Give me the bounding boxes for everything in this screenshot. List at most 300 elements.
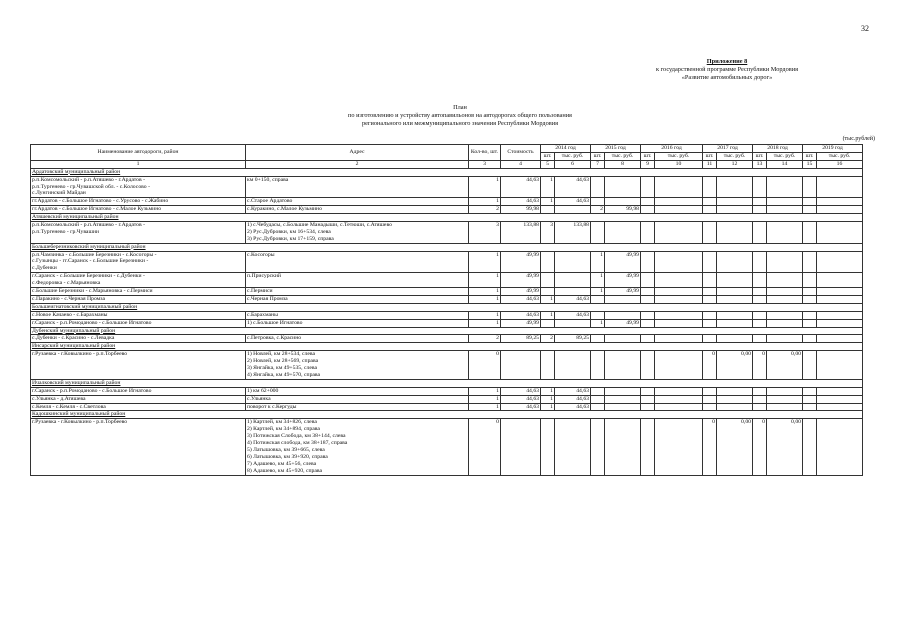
col-subheader-pcs: шт. [641,152,655,160]
road-name [31,273,246,288]
road-name [31,351,246,380]
region-row [31,168,863,176]
year-pcs-cell [753,206,767,214]
count-cell: 3 [469,222,501,244]
year-sum-cell [555,273,591,288]
address [246,395,469,403]
year-pcs-cell [753,311,767,319]
road-name-line: с.Паракино - с.Черная Промза [32,295,106,302]
road-name-line: р.п.Комсомольский - р.п.Атяшево - г.Ардатов - [32,222,145,229]
count-cell: 1 [469,198,501,206]
col-subheader-sum: тыс. руб. [817,152,863,160]
region-name: Дубенский муниципальный район [31,327,863,335]
year-sum-cell [717,311,753,319]
cost-cell: 44,63 [501,311,541,319]
year-pcs-cell [591,295,605,303]
appendix-caption [597,58,857,82]
address-line: 4) Янгайка, км 49+570, справа [247,371,321,378]
road-name-line: г.Саранск - с.Большие Березники - с.Дубенки - [32,273,145,280]
address-line: поворот к с.Кергуды [247,403,297,410]
year-sum-cell [767,176,803,198]
year-pcs-cell: 1 [541,295,555,303]
count-cell: 1 [469,403,501,411]
cost-cell: 49,99 [501,319,541,327]
col-header-year: 2015 год [591,145,641,153]
table-row [31,395,863,403]
road-name-line: с.Большие Березники - с.Марьяновка - с.Пермиси [32,288,153,295]
year-sum-cell [767,206,803,214]
year-pcs-cell: 1 [591,273,605,288]
year-pcs-cell [803,198,817,206]
year-sum-cell [717,198,753,206]
year-pcs-cell [703,288,717,296]
year-sum-cell [767,273,803,288]
year-pcs-cell: 1 [541,403,555,411]
year-pcs-cell [753,295,767,303]
year-pcs-cell [641,273,655,288]
year-sum-cell [555,419,591,475]
year-pcs-cell: 3 [541,222,555,244]
road-name [31,395,246,403]
year-sum-cell: 0,00 [717,351,753,380]
year-sum-cell [655,335,703,343]
table-row [31,251,863,273]
year-pcs-cell: 1 [591,319,605,327]
plan-table-body [31,168,863,475]
year-pcs-cell [803,222,817,244]
road-name-line: гг.Ардатов - с.Большое Игнатово - с.Малое Кузьмино [32,206,162,213]
road-name-line: с.Гузынцы - гг.Саранск - с.Большие Березники - [32,258,149,265]
year-sum-cell [817,419,863,475]
year-pcs-cell [641,419,655,475]
address [246,403,469,411]
year-pcs-cell [641,319,655,327]
region-name: Большеигнатовский муниципальный район [31,303,863,311]
year-sum-cell [655,395,703,403]
count-cell: 1 [469,387,501,395]
year-pcs-cell [753,395,767,403]
cost-cell: 89,25 [501,335,541,343]
cost-cell: 44,63 [501,198,541,206]
table-row [31,403,863,411]
address-line: 1) Картлей, км 34+826, слева [247,419,317,426]
column-number: 13 [753,160,767,168]
year-pcs-cell [803,251,817,273]
year-pcs-cell [591,395,605,403]
address [246,273,469,288]
region-row [31,411,863,419]
address-line: с.Петровка, с.Красино [247,335,302,342]
year-sum-cell [817,176,863,198]
year-pcs-cell: 0 [753,351,767,380]
year-pcs-cell [753,288,767,296]
address [246,387,469,395]
address [246,206,469,214]
year-sum-cell [655,387,703,395]
address [246,222,469,244]
road-name-line: г.Рузаевка - г.Ковылкино - р.п.Торбеево [32,351,128,358]
col-subheader-sum: тыс. руб. [555,152,591,160]
table-row [31,335,863,343]
road-name-line: с.Лунгинский Майдан [32,190,86,197]
heading-line: регионального или межмуниципального значения Республики Мордовия [361,120,559,127]
year-pcs-cell [641,198,655,206]
count-cell: 1 [469,311,501,319]
year-pcs-cell [753,387,767,395]
table-row [31,198,863,206]
road-name-line: с.Кемля - с.Кемля - с.Светлова [32,403,106,410]
year-sum-cell [655,311,703,319]
address-line: 5) Латышовка, км 39+665, слева [247,446,325,453]
road-name [31,222,246,244]
cost-cell: 44,63 [501,176,541,198]
year-pcs-cell [803,403,817,411]
year-sum-cell [717,206,753,214]
page-number: 32 [861,24,869,33]
road-name [31,311,246,319]
year-pcs-cell [641,395,655,403]
year-pcs-cell [703,198,717,206]
road-name-line: г.Саранск - р.п.Ромоданово - с.Большое Игнатово [32,319,152,326]
year-sum-cell: 49,99 [605,273,641,288]
year-pcs-cell [641,222,655,244]
col-header-year: 2017 год [703,145,753,153]
cost-cell: 49,99 [501,251,541,273]
year-sum-cell [767,198,803,206]
year-pcs-cell: 1 [591,251,605,273]
year-pcs-cell [591,419,605,475]
year-sum-cell: 44,63 [555,387,591,395]
address-line: с.Черная Промза [247,295,288,302]
table-row [31,311,863,319]
year-sum-cell [767,335,803,343]
year-sum-cell [655,198,703,206]
road-name [31,295,246,303]
col-subheader-sum: тыс. руб. [605,152,641,160]
year-pcs-cell [703,222,717,244]
col-subheader-pcs: шт. [753,152,767,160]
col-header-count: Кол-во, шт. [469,145,501,161]
year-pcs-cell: 2 [591,206,605,214]
road-name [31,387,246,395]
cost-cell: 44,63 [501,387,541,395]
year-pcs-cell [641,403,655,411]
year-pcs-cell [541,351,555,380]
year-pcs-cell [703,206,717,214]
table-row [31,206,863,214]
year-sum-cell: 44,63 [555,295,591,303]
year-pcs-cell [803,387,817,395]
year-sum-cell [655,222,703,244]
cost-cell: 99,98 [501,206,541,214]
year-sum-cell [817,206,863,214]
year-pcs-cell: 2 [541,335,555,343]
year-sum-cell [717,251,753,273]
year-pcs-cell [591,403,605,411]
table-row [31,222,863,244]
year-pcs-cell: 1 [591,288,605,296]
year-pcs-cell [753,403,767,411]
year-pcs-cell [803,335,817,343]
column-number: 3 [469,160,501,168]
region-name: Инсарский муниципальный район [31,343,863,351]
year-pcs-cell [591,311,605,319]
road-name [31,251,246,273]
address-line: с.Ульянка [247,395,271,402]
address-line: 1) Новлей, км 28+534, слева [247,351,316,358]
year-pcs-cell: 1 [541,311,555,319]
cost-cell: 44,63 [501,403,541,411]
col-header-cost: Стоимость [501,145,541,161]
year-sum-cell: 44,63 [555,403,591,411]
address [246,351,469,380]
column-number: 1 [31,160,246,168]
year-sum-cell: 49,99 [605,319,641,327]
year-pcs-cell [703,335,717,343]
cost-cell: 49,99 [501,288,541,296]
road-name-line: р.п.Чамзинка - с.Большие Березники - с.Косогоры - [32,251,157,258]
year-pcs-cell [641,288,655,296]
col-header-road: Наименование автодороги, район [31,145,246,161]
road-name [31,176,246,198]
address-line: с.Пермиси [247,288,273,295]
year-sum-cell [605,351,641,380]
year-sum-cell [817,311,863,319]
address [246,288,469,296]
heading-line: по изготовлению и устройству автопавильонов на автодорогах общего пользования [348,112,572,119]
year-sum-cell: 133,88 [555,222,591,244]
column-number: 16 [817,160,863,168]
year-pcs-cell [703,403,717,411]
appendix-line: к государственной программе Республики Мордовия [655,66,799,73]
count-cell: 1 [469,176,501,198]
address-line: 7) Адашево, км 45+56, слева [247,460,317,467]
year-sum-cell [555,206,591,214]
region-name: Кадошкинский муниципальный район [31,411,863,419]
count-cell: 0 [469,351,501,380]
year-sum-cell [605,395,641,403]
year-pcs-cell [753,198,767,206]
cost-cell: 49,99 [501,273,541,288]
year-pcs-cell: 0 [703,351,717,380]
road-name [31,206,246,214]
year-sum-cell [767,288,803,296]
year-pcs-cell [541,319,555,327]
year-pcs-cell [753,222,767,244]
year-sum-cell [655,403,703,411]
year-pcs-cell [803,176,817,198]
plan-table [30,144,863,476]
col-subheader-pcs: шт. [803,152,817,160]
address-line: 4) Потижская слобода, км 38+187, справа [247,440,348,447]
col-subheader-sum: тыс. руб. [655,152,703,160]
year-sum-cell [605,311,641,319]
year-sum-cell [655,419,703,475]
year-pcs-cell [641,387,655,395]
year-sum-cell [717,395,753,403]
year-pcs-cell [803,395,817,403]
year-pcs-cell [753,335,767,343]
year-sum-cell [817,335,863,343]
year-pcs-cell [803,206,817,214]
col-header-year: 2019 год [803,145,863,153]
year-pcs-cell [753,251,767,273]
year-sum-cell [655,351,703,380]
year-pcs-cell [641,206,655,214]
year-pcs-cell [541,273,555,288]
column-number: 5 [541,160,555,168]
address [246,251,469,273]
heading-title: План [453,104,467,111]
address-line: км 0+150, справа [247,176,289,183]
count-cell: 1 [469,273,501,288]
year-sum-cell [817,198,863,206]
count-cell: 1 [469,251,501,273]
region-row [31,214,863,222]
year-pcs-cell [641,311,655,319]
region-row [31,327,863,335]
table-row [31,419,863,475]
road-name [31,335,246,343]
appendix-line: «Развитие автомобильных дорог» [681,74,773,81]
year-sum-cell [605,295,641,303]
count-cell: 0 [469,419,501,475]
address-line: с.Барахманы [247,311,278,318]
year-sum-cell [555,251,591,273]
year-sum-cell [605,176,641,198]
address-line: 2) Новлей, км 28+569, справа [247,358,319,365]
road-name [31,403,246,411]
year-pcs-cell: 0 [753,419,767,475]
year-sum-cell [817,295,863,303]
year-sum-cell [655,288,703,296]
count-cell: 2 [469,206,501,214]
year-sum-cell [767,311,803,319]
year-pcs-cell [803,319,817,327]
year-sum-cell [817,288,863,296]
address-line: 1) с.Большое Игнатово [247,319,303,326]
road-name-line: г.Рузаевка - г.Ковылкино - р.п.Торбеево [32,419,128,426]
year-pcs-cell [703,295,717,303]
year-sum-cell: 44,63 [555,176,591,198]
region-name: Атяшевский муниципальный район [31,214,863,222]
address-line: 6) Латышовка, км 39+920, справа [247,453,328,460]
year-sum-cell: 44,63 [555,395,591,403]
col-subheader-sum: тыс. руб. [767,152,803,160]
region-row [31,303,863,311]
year-pcs-cell [591,387,605,395]
column-number: 4 [501,160,541,168]
year-pcs-cell [703,387,717,395]
address-line: с.Куракино, с.Малое Кузьмино [247,206,322,213]
year-pcs-cell [541,206,555,214]
year-sum-cell [817,387,863,395]
year-pcs-cell [591,222,605,244]
address-line: 2) Картлей, км 34+894, справа [247,426,320,433]
year-pcs-cell [753,176,767,198]
road-name-line: с.Федоровка - с.Марьяновка [32,280,101,287]
table-row [31,273,863,288]
road-name-line: с.Дубенки [32,265,57,272]
cost-cell [501,419,541,475]
address [246,176,469,198]
year-sum-cell [817,351,863,380]
address-line: 3) Рус.Дубровки, км 17+159, справа [247,235,334,242]
document-heading [250,104,670,128]
year-pcs-cell [641,176,655,198]
year-sum-cell [655,251,703,273]
year-pcs-cell [803,273,817,288]
year-sum-cell [717,273,753,288]
column-number: 10 [655,160,703,168]
col-subheader-pcs: шт. [703,152,717,160]
appendix-title: Приложение 8 [706,58,748,65]
road-name [31,288,246,296]
cost-cell: 44,63 [501,395,541,403]
year-sum-cell [717,403,753,411]
road-name [31,419,246,475]
year-pcs-cell [641,351,655,380]
year-sum-cell [817,319,863,327]
year-sum-cell [817,273,863,288]
road-name-line: г.Саранск - р.п.Ромоданово - с.Большое Игнатово [32,387,152,394]
column-number: 7 [591,160,605,168]
road-name-line: гг.Ардатов - с.Большое Игнатово - с.Урусово - с.Жабино [32,198,169,205]
col-subheader-sum: тыс. руб. [717,152,753,160]
year-sum-cell [605,419,641,475]
year-sum-cell [817,222,863,244]
year-pcs-cell [703,273,717,288]
year-sum-cell: 49,99 [605,288,641,296]
year-pcs-cell [703,176,717,198]
year-sum-cell [767,222,803,244]
road-name [31,198,246,206]
year-sum-cell [655,176,703,198]
year-pcs-cell [541,419,555,475]
count-cell: 1 [469,319,501,327]
year-sum-cell [767,403,803,411]
year-pcs-cell: 1 [541,198,555,206]
year-sum-cell [767,387,803,395]
col-subheader-pcs: шт. [591,152,605,160]
year-pcs-cell [591,198,605,206]
year-sum-cell [717,288,753,296]
column-number: 9 [641,160,655,168]
column-number: 12 [717,160,753,168]
year-sum-cell [717,176,753,198]
column-number: 14 [767,160,803,168]
col-header-year: 2014 год [541,145,591,153]
column-number: 15 [803,160,817,168]
year-pcs-cell [591,351,605,380]
table-row [31,319,863,327]
year-sum-cell [655,206,703,214]
count-cell: 2 [469,335,501,343]
year-sum-cell [655,295,703,303]
year-sum-cell: 99,98 [605,206,641,214]
address [246,295,469,303]
address-line: 1) с.Чебудасы, с.Большие Манадыши, с.Тетюши, с.Атяшево [247,222,392,229]
address-line: п.Присурский [247,273,281,280]
table-row [31,387,863,395]
count-cell: 1 [469,295,501,303]
year-pcs-cell: 1 [541,387,555,395]
year-sum-cell [767,251,803,273]
road-name-line: р.п.Тургенево - гр.Чувашской обл. - с.Колосово - [32,183,150,190]
address-line: 8) Адашево, км 45+920, справа [247,467,323,474]
year-sum-cell: 44,63 [555,311,591,319]
address-line: 1) км 62+000 [247,387,279,394]
